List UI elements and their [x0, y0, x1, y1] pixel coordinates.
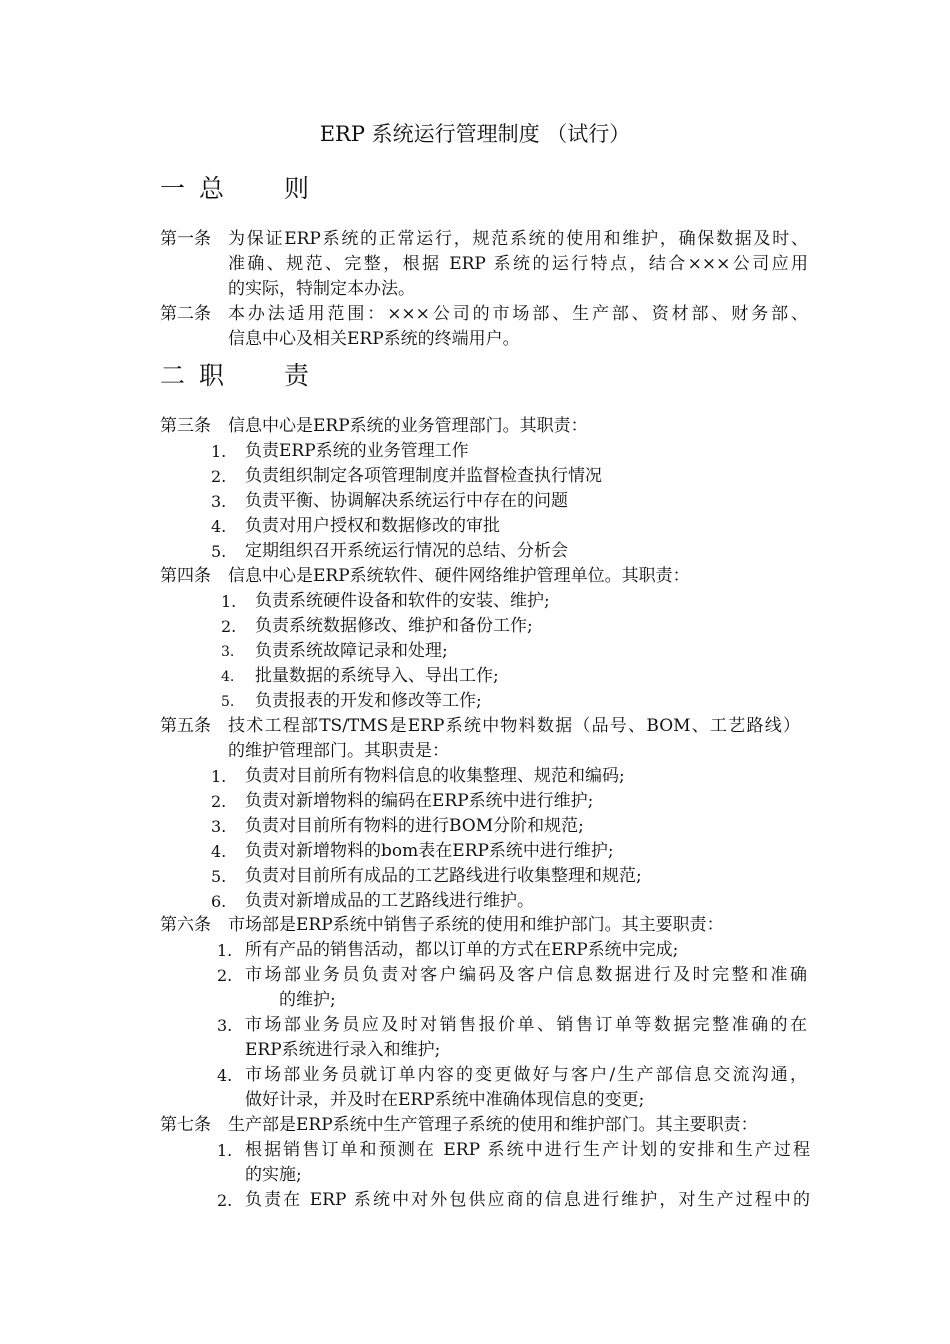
article-line: 信息中心及相关ERP系统的终端用户。: [228, 329, 520, 349]
list-item: 负责组织制定各项管理制度并监督检查执行情况: [245, 466, 602, 486]
article-line: 生产部是ERP系统中生产管理子系统的使用和维护部门。其主要职责：: [228, 1115, 758, 1135]
article-line: 信息中心是ERP系统的业务管理部门。其职责：: [228, 416, 588, 436]
list-item: 批量数据的系统导入、导出工作;: [255, 666, 499, 686]
section-number: 二: [160, 361, 186, 390]
item-number: 2.: [217, 966, 233, 985]
article-line: 的维护管理部门。其职责是：: [228, 741, 449, 761]
list-item: 根据销售订单和预测在 ERP 系统中进行生产计划的安排和生产过程: [245, 1140, 810, 1160]
article-label: 第一条: [160, 229, 211, 249]
item-number: 3.: [211, 817, 227, 836]
item-number: 1.: [217, 1141, 233, 1160]
list-item: 负责系统硬件设备和软件的安装、维护;: [255, 591, 550, 611]
list-item: 负责对新增物料的bom表在ERP系统中进行维护;: [245, 841, 614, 861]
section-heading-duties: [160, 360, 309, 392]
section-number: 一: [160, 174, 186, 203]
item-number: 2.: [221, 617, 237, 636]
list-item: 负责对目前所有物料的进行BOM分阶和规范;: [245, 816, 584, 836]
item-number: 3.: [221, 644, 235, 660]
article-label: 第七条: [160, 1115, 211, 1135]
article-label: 第二条: [160, 304, 211, 324]
item-number: 3.: [211, 492, 227, 511]
item-number: 2.: [217, 1191, 233, 1210]
list-item: 负责系统数据修改、维护和备份工作;: [255, 616, 533, 636]
item-number: 3.: [217, 1016, 233, 1035]
list-item: 定期组织召开系统运行情况的总结、分析会: [245, 541, 568, 561]
section-name: 职 责: [199, 361, 310, 390]
item-number: 1.: [211, 767, 227, 786]
article-label: 第六条: [160, 915, 211, 935]
item-number: 5.: [221, 694, 235, 710]
article-line: 本办法适用范围：×××公司的市场部、生产部、资材部、财务部、: [228, 304, 808, 324]
item-number: 6.: [211, 892, 227, 911]
article-label: 第三条: [160, 416, 211, 436]
item-number: 2.: [211, 792, 227, 811]
list-item: 市场部业务员就订单内容的变更做好与客户/生产部信息交流沟通，: [245, 1065, 807, 1085]
article-label: 第五条: [160, 716, 211, 736]
item-number: 4.: [221, 669, 235, 685]
article-line: 的实际，特制定本办法。: [228, 279, 415, 299]
section-name: 总 则: [199, 174, 310, 203]
item-number: 5.: [211, 542, 227, 561]
article-line: 准确、规范、完整，根据 ERP 系统的运行特点，结合×××公司应用: [228, 254, 808, 274]
list-item: 负责对目前所有物料信息的收集整理、规范和编码;: [245, 766, 625, 786]
list-item: 负责报表的开发和修改等工作;: [255, 691, 482, 711]
item-number: 1.: [221, 592, 237, 611]
list-item-continuation: 的维护;: [279, 990, 336, 1010]
article-line: 信息中心是ERP系统软件、硬件网络维护管理单位。其职责：: [228, 566, 690, 586]
item-number: 2.: [211, 467, 227, 486]
article-line: 为保证ERP系统的正常运行，规范系统的使用和维护，确保数据及时、: [228, 229, 808, 249]
list-item: 市场部业务员负责对客户编码及客户信息数据进行及时完整和准确: [245, 965, 807, 985]
list-item: 负责对新增物料的编码在ERP系统中进行维护;: [245, 791, 594, 811]
list-item: 负责对目前所有成品的工艺路线进行收集整理和规范;: [245, 866, 642, 886]
list-item: 所有产品的销售活动，都以订单的方式在ERP系统中完成;: [245, 940, 679, 960]
document-title: ERP 系统运行管理制度 （试行）: [319, 122, 631, 146]
list-item-continuation: 的实施;: [245, 1165, 302, 1185]
list-item: 负责系统故障记录和处理;: [255, 641, 448, 661]
list-item-continuation: ERP系统进行录入和维护;: [245, 1040, 441, 1060]
item-number: 1.: [211, 442, 227, 461]
item-number: 4.: [211, 842, 227, 861]
item-number: 1.: [217, 941, 233, 960]
article-line: 市场部是ERP系统中销售子系统的使用和维护部门。其主要职责：: [228, 915, 724, 935]
article-line: 技术工程部TS/TMS是ERP系统中物料数据（品号、BOM、工艺路线）: [228, 716, 800, 736]
list-item: 市场部业务员应及时对销售报价单、销售订单等数据完整准确的在: [245, 1015, 807, 1035]
list-item: 负责对用户授权和数据修改的审批: [245, 516, 500, 536]
article-label: 第四条: [160, 566, 211, 586]
section-heading-general: [160, 173, 309, 205]
list-item-continuation: 做好计录，并及时在ERP系统中准确体现信息的变更;: [245, 1090, 645, 1110]
list-item: 负责平衡、协调解决系统运行中存在的问题: [245, 491, 568, 511]
list-item: 负责ERP系统的业务管理工作: [245, 441, 469, 461]
item-number: 4.: [217, 1066, 233, 1085]
list-item: 负责对新增成品的工艺路线进行维护。: [245, 891, 534, 911]
item-number: 4.: [211, 517, 227, 536]
item-number: 5.: [211, 867, 227, 886]
list-item: 负责在 ERP 系统中对外包供应商的信息进行维护，对生产过程中的: [245, 1190, 810, 1210]
